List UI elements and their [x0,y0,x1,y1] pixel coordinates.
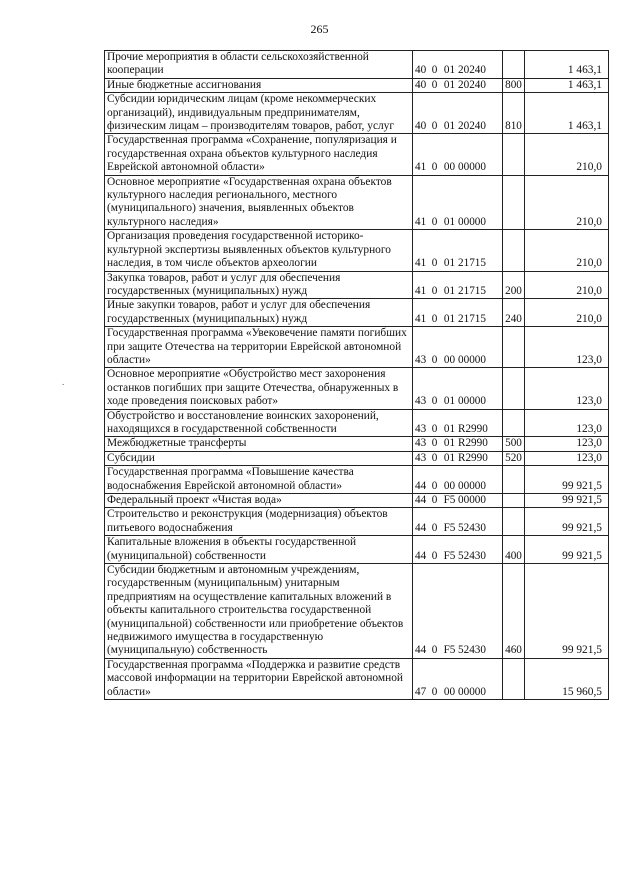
amount-value: 99 921,5 [525,494,609,508]
code-direction: 52430 [458,521,486,534]
code-subprogram: 0 [431,521,438,534]
amount-value: 123,0 [525,437,609,451]
code-program: 41 [415,161,427,174]
table-row [105,271,609,299]
row-name: Межбюджетные трансферты [105,437,413,451]
code-main-event: 01 [443,257,456,270]
code-direction: 00000 [458,161,486,174]
code-main-event: 00 [443,161,456,174]
code-program: 43 [415,395,427,408]
row-name: Организация проведения государственной историко-культурной экспертизы выявленных объектов культурного наследия, в том числе объектов археологии [105,230,413,271]
code-program: 43 [415,353,427,366]
code-program: 40 [415,120,427,133]
amount-value: 99 921,5 [525,536,609,564]
amount-value: 1 463,1 [525,51,609,79]
code-main-event: 01 [443,312,456,325]
expense-type-code [503,134,525,175]
amount-value: 123,0 [525,368,609,409]
code-direction: 00000 [458,395,486,408]
target-article-code [413,564,503,659]
amount-value: 99 921,5 [525,564,609,659]
table-row [105,409,609,437]
code-main-event: 01 [443,451,456,464]
expense-type-code: 500 [503,437,525,451]
target-article-code [413,466,503,494]
code-program: 44 [415,521,427,534]
row-name: Субсидии юридическим лицам (кроме некоммерческих организаций), индивидуальным предпринимателям, физическим лицам – производителям товаров, работ, услуг [105,93,413,134]
code-direction: 20240 [458,78,486,91]
code-main-event: F5 [443,521,456,534]
amount-value: 210,0 [525,134,609,175]
target-article-code [413,451,503,465]
code-program: 41 [415,312,427,325]
table-row [105,494,609,508]
table-row [105,508,609,536]
table-row [105,230,609,271]
code-main-event: F5 [443,494,456,506]
expense-type-code: 520 [503,451,525,465]
code-subprogram: 0 [431,644,438,657]
code-main-event: 01 [443,78,456,91]
code-direction: 00000 [458,353,486,366]
code-direction: 00000 [458,215,486,228]
target-article-code [413,175,503,230]
budget-table [104,50,609,700]
code-subprogram: 0 [431,215,438,228]
table-row [105,658,609,699]
code-direction: R2990 [458,451,488,464]
target-article-code [413,536,503,564]
code-main-event: 01 [443,215,456,228]
table-row [105,466,609,494]
code-subprogram: 0 [431,64,438,77]
target-article-code [413,409,503,437]
code-main-event: F5 [443,549,456,562]
code-main-event: 01 [443,120,456,133]
code-subprogram: 0 [431,257,438,270]
expense-type-code: 400 [503,536,525,564]
page-number: 265 [310,22,329,36]
expense-type-code [503,508,525,536]
row-name: Субсидии [105,451,413,465]
code-direction: 52430 [458,549,486,562]
code-subprogram: 0 [431,395,438,408]
table-row [105,175,609,230]
table-row [105,134,609,175]
expense-type-code [503,368,525,409]
code-subprogram: 0 [431,78,438,91]
row-name: Основное мероприятие «Государственная охрана объектов культурного наследия регионального, местного (муниципального) значения, выявленных объектов культурного наследия» [105,175,413,230]
code-program: 40 [415,64,427,77]
amount-value: 99 921,5 [525,508,609,536]
code-subprogram: 0 [431,451,438,464]
target-article-code [413,494,503,508]
expense-type-code: 200 [503,271,525,299]
row-name: Государственная программа «Увековечение памяти погибших при защите Отечества на территории Еврейской автономной области» [105,327,413,368]
code-program: 44 [415,479,427,492]
code-direction: R2990 [458,437,488,450]
row-name: Федеральный проект «Чистая вода» [105,494,413,508]
target-article-code [413,271,503,299]
amount-value: 210,0 [525,271,609,299]
amount-value: 15 960,5 [525,658,609,699]
code-main-event: 00 [443,479,456,492]
amount-value: 123,0 [525,451,609,465]
expense-type-code [503,175,525,230]
code-program: 43 [415,451,427,464]
amount-value: 210,0 [525,299,609,327]
table-row [105,93,609,134]
code-program: 44 [415,644,427,657]
table-row [105,78,609,92]
expense-type-code [503,466,525,494]
code-program: 43 [415,437,427,450]
code-main-event: 01 [443,284,456,297]
expense-type-code [503,409,525,437]
code-program: 41 [415,284,427,297]
amount-value: 210,0 [525,230,609,271]
amount-value: 1 463,1 [525,78,609,92]
row-name: Государственная программа «Повышение качества водоснабжения Еврейской автономной области» [105,466,413,494]
target-article-code [413,437,503,451]
expense-type-code [503,51,525,79]
amount-value: 123,0 [525,327,609,368]
code-main-event: 01 [443,64,456,77]
table-row [105,368,609,409]
target-article-code [413,93,503,134]
margin-mark: . [62,377,65,387]
code-direction: 20240 [458,64,486,77]
code-subprogram: 0 [431,353,438,366]
code-program: 44 [415,494,427,506]
expense-type-code [503,658,525,699]
row-name: Прочие мероприятия в области сельскохозяйственной кооперации [105,51,413,79]
code-subprogram: 0 [431,312,438,325]
code-main-event: 01 [443,422,456,435]
code-subprogram: 0 [431,437,438,450]
code-main-event: F5 [443,644,456,657]
code-direction: 21715 [458,312,486,325]
target-article-code [413,368,503,409]
code-main-event: 00 [443,353,456,366]
expense-type-code: 240 [503,299,525,327]
row-name: Иные бюджетные ассигнования [105,78,413,92]
code-subprogram: 0 [431,422,438,435]
table-row [105,536,609,564]
target-article-code [413,299,503,327]
target-article-code [413,658,503,699]
row-name: Иные закупки товаров, работ и услуг для обеспечения государственных (муниципальных) нужд [105,299,413,327]
code-direction: 00000 [458,479,486,492]
expense-type-code [503,494,525,508]
code-program: 41 [415,257,427,270]
row-name: Закупка товаров, работ и услуг для обеспечения государственных (муниципальных) нужд [105,271,413,299]
code-program: 41 [415,215,427,228]
row-name: Государственная программа «Поддержка и развитие средств массовой информации на территории Еврейской автономной области» [105,658,413,699]
row-name: Субсидии бюджетным и автономным учреждениям, государственным (муниципальным) унитарным предприятиям на осуществление капитальных вложений в объекты капитального строительства государственной (муниципальной) собственности или приобретение объектов недвижимого имущества в государственную (муниципальную) собственность [105,564,413,659]
amount-value: 123,0 [525,409,609,437]
code-subprogram: 0 [431,549,438,562]
target-article-code [413,78,503,92]
target-article-code [413,51,503,79]
target-article-code [413,327,503,368]
code-subprogram: 0 [431,284,438,297]
table-row [105,327,609,368]
code-program: 44 [415,549,427,562]
table-row [105,299,609,327]
table-row [105,437,609,451]
code-direction: 21715 [458,257,486,270]
target-article-code [413,134,503,175]
expense-type-code [503,230,525,271]
code-direction: 20240 [458,120,486,133]
code-program: 47 [415,685,427,698]
code-direction: R2990 [458,422,488,435]
row-name: Государственная программа «Сохранение, популяризация и государственная охрана объектов культурного наследия Еврейской автономной области» [105,134,413,175]
code-main-event: 00 [443,685,456,698]
row-name: Обустройство и восстановление воинских захоронений, находящихся в государственной собственности [105,409,413,437]
code-main-event: 01 [443,395,456,408]
code-direction: 00000 [458,494,486,506]
amount-value: 1 463,1 [525,93,609,134]
table-body [105,51,609,700]
code-subprogram: 0 [431,120,438,133]
target-article-code [413,508,503,536]
code-subprogram: 0 [431,161,438,174]
row-name: Строительство и реконструкция (модернизация) объектов питьевого водоснабжения [105,508,413,536]
table-row [105,451,609,465]
amount-value: 210,0 [525,175,609,230]
expense-type-code: 800 [503,78,525,92]
code-direction: 00000 [458,685,486,698]
target-article-code [413,230,503,271]
code-subprogram: 0 [431,479,438,492]
code-direction: 52430 [458,644,486,657]
code-program: 43 [415,422,427,435]
code-program: 40 [415,78,427,91]
table-row [105,51,609,79]
expense-type-code [503,327,525,368]
row-name: Основное мероприятие «Обустройство мест захоронения останков погибших при защите Отечества, обнаруженных в ходе проведения поисковых работ» [105,368,413,409]
table-row [105,564,609,659]
row-name: Капитальные вложения в объекты государственной (муниципальной) собственности [105,536,413,564]
code-direction: 21715 [458,284,486,297]
code-subprogram: 0 [431,685,438,698]
expense-type-code: 460 [503,564,525,659]
code-main-event: 01 [443,437,456,450]
expense-type-code: 810 [503,93,525,134]
amount-value: 99 921,5 [525,466,609,494]
code-subprogram: 0 [431,494,438,506]
